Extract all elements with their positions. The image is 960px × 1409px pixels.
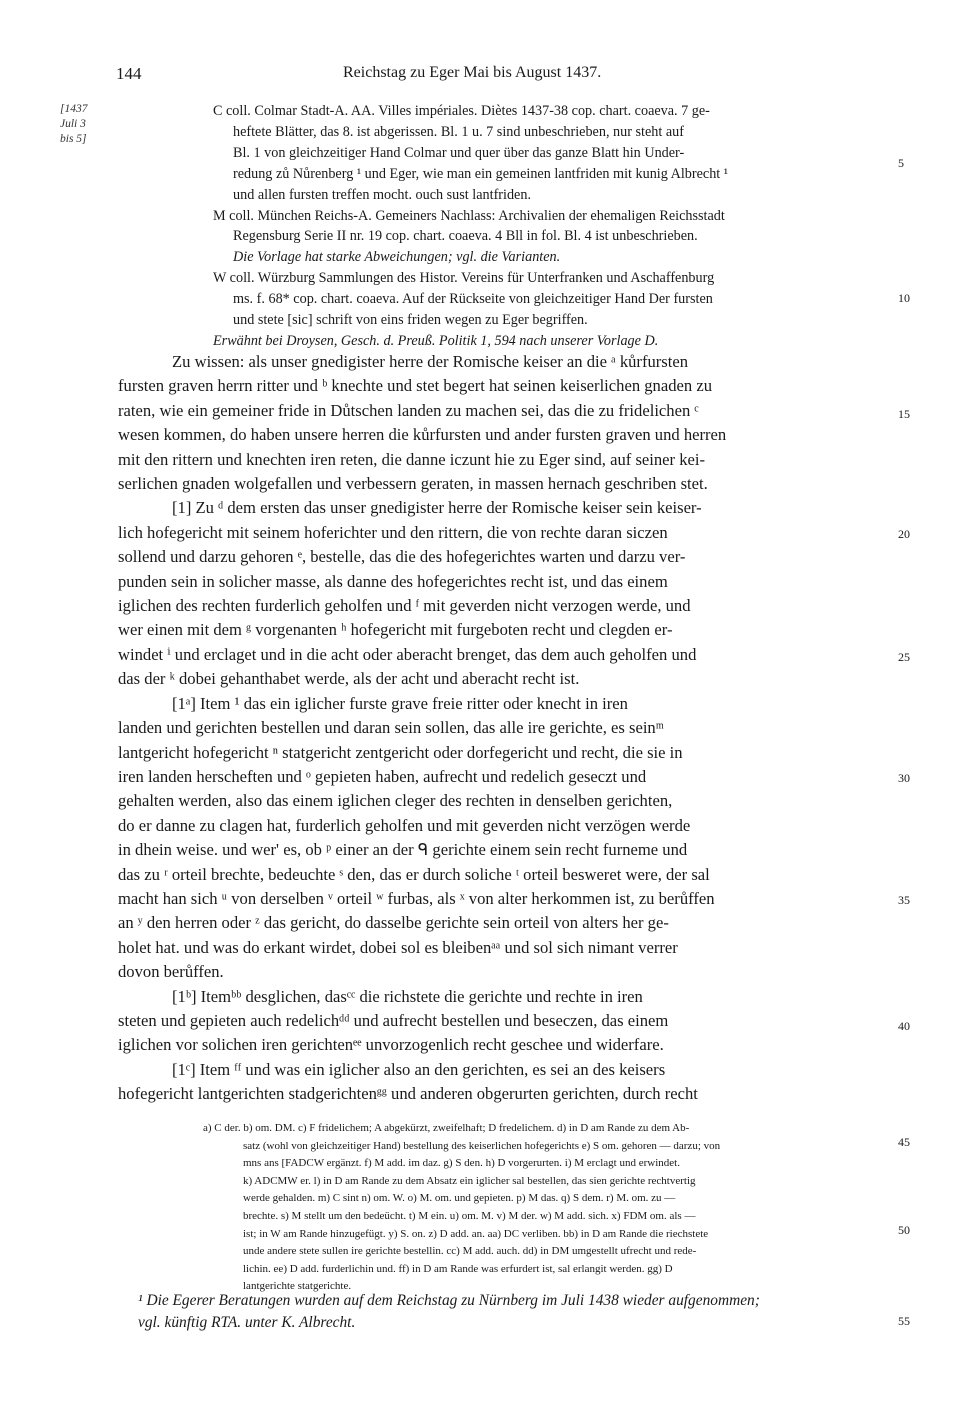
text-line: raten, wie ein gemeiner fride in Důtschen landen zu machen sei, das die zu fridelichen ᶜ	[118, 400, 699, 420]
note-line: unde andere stete sullen ire gerichte bestellin. cc) M add. auch. dd) in DM umgestellt ufrecht und rede-	[243, 1245, 697, 1258]
text-line: wesen kommen, do haben unsere herren die kůrfursten und ander fursten graven und herren	[118, 425, 727, 445]
text-line: iren landen herscheften und ᵒ gepieten haben, aufrecht und redelich geseczt und	[118, 766, 647, 786]
note-line: brechte. s) M stellt um den bedeücht. t) M ein. u) om. M. v) M der. w) M add. sich. x) FDM om. als —	[243, 1209, 696, 1222]
main-text	[118, 350, 884, 1107]
intro-line: Bl. 1 von gleichzeitiger Hand Colmar und quer über das ganze Blatt hin Under-	[233, 144, 685, 161]
running-title: Reichstag zu Eger Mai bis August 1437.	[343, 64, 602, 81]
text-line: das zu ʳ orteil brechte, bedeuchte ˢ den, das er durch soliche ᵗ orteil besweret were, der sal	[118, 864, 710, 884]
text-line: macht han sich ᵘ von derselben ᵛ orteil ʷ furbas, als ˣ von alter herkommen ist, zu berůffen	[118, 888, 715, 908]
intro-line: W coll. Würzburg Sammlungen des Histor. Vereins für Unterfranken und Aschaffenburg	[213, 270, 715, 287]
intro-line: und allen fursten treffen mocht. ouch sust lantfriden.	[233, 186, 531, 203]
margin-date-line: Juli 3	[60, 118, 86, 130]
intro-line: C coll. Colmar Stadt-A. AA. Villes impériales. Diètes 1437-38 cop. chart. coaeva. 7 ge-	[213, 103, 710, 119]
note-line: lichin. ee) D add. furderlichin und. ff) in D am Rande was erfurdert ist, sal erlangit werden. gg) D	[243, 1262, 673, 1275]
text-line: fursten graven herrn ritter und ᵇ knechte und stet begert hat seinen keiserlichen gnaden zu	[118, 376, 712, 396]
text-line: windet ⁱ und erclaget und in die acht oder aberacht brenget, das dem auch geholfen und	[118, 644, 697, 664]
text-line: landen und gerichten bestellen und daran sein sollen, das alle ire gerichte, es seinᵐ	[118, 718, 664, 738]
text-line: sollend und darzu gehoren ᵉ, bestelle, das die des hofegerichtes warten und darzu ver-	[118, 547, 686, 567]
intro-line: und stete [sic] schrift von eins friden wegen zu Eger begriffen.	[233, 312, 588, 329]
text-line: do er danne zu clagen hat, furderlich geholfen und mit geverden nicht verzögen werde	[118, 815, 691, 835]
text-line: das der ᵏ dobei gehanthabet werde, als der acht und aberacht recht ist.	[118, 669, 580, 689]
text-line: hofegericht lantgerichten stadgerichtenᵍᵍ und anderen obgerurten gerichten, durch recht	[118, 1084, 698, 1104]
line-number: 35	[898, 893, 910, 907]
text-line: steten und gepieten auch redelichᵈᵈ und aufrecht bestellen und beseczen, das einem	[118, 1010, 669, 1030]
line-number: 30	[898, 771, 910, 785]
footnote-line: vgl. künftig RTA. unter K. Albrecht.	[138, 1314, 356, 1331]
text-line: holet hat. und was do erkant wirdet, dobei sol es bleibenᵃᵃ und sol sich nimant verrer	[118, 937, 678, 957]
intro-line: Die Vorlage hat starke Abweichungen; vgl. die Varianten.	[233, 249, 561, 266]
note-line: mns ans [FADCW ergänzt. f) M add. im daz. g) S den. h) D vorgerurten. i) M erclagt und erwindet.	[243, 1157, 680, 1170]
note-line: satz (wohl von gleichzeitiger Hand) bestellung des keiserlichen hofegerichts e) S om. gehoren — darzu; von	[243, 1139, 721, 1152]
line-number: 45	[898, 1135, 910, 1149]
intro-line: ms. f. 68* cop. chart. coaeva. Auf der Rückseite von gleichzeitiger Hand Der fursten	[233, 291, 713, 308]
line-number: 50	[898, 1223, 910, 1237]
footnote	[138, 1290, 888, 1334]
source-description	[213, 101, 885, 352]
text-line: in dhein weise. und wer' es, ob ᵖ einer an der ᑫ gerichte einem sein recht furneme und	[118, 840, 688, 860]
note-line: werde gehalden. m) C sint n) om. W. o) M. om. und gepieten. p) M das. q) S dem. r) M. om. zu —	[243, 1192, 676, 1205]
text-line: [1ᶜ] Item ᶠᶠ und was ein iglicher also an den gerichten, es sei an des keisers	[172, 1059, 666, 1079]
text-line: [1] Zu ᵈ dem ersten das unser gnedigister herre der Romische keiser sein keiser-	[172, 498, 702, 518]
note-line: k) ADCMW er. l) in D am Rande zu dem Absatz ein iglicher sal bestellen, das sien gerichte rechtvertig	[243, 1174, 696, 1187]
line-number: 55	[898, 1314, 910, 1328]
line-number: 10	[898, 291, 910, 305]
line-number: 25	[898, 650, 910, 664]
text-line: [1ᵃ] Item ¹ das ein iglicher furste grave freie ritter oder knecht in iren	[172, 693, 628, 713]
line-number: 20	[898, 527, 910, 541]
variant-notes	[203, 1120, 883, 1296]
margin-date-line: [1437	[60, 103, 88, 115]
note-line: ist; in W am Rande hinzugefügt. y) S. on. z) D add. an. aa) DC verliben. bb) in D am Rande die riechstete	[243, 1227, 709, 1240]
footnote-line: ¹ Die Egerer Beratungen wurden auf dem Reichstag zu Nürnberg im Juli 1438 wieder aufgenommen;	[138, 1292, 760, 1309]
text-line: lich hofegericht mit seinem hoferichter und den rittern, die von rechte daran siczen	[118, 522, 668, 542]
text-line: lantgericht hofegericht ⁿ statgericht zentgericht oder dorfegericht und recht, die sie in	[118, 742, 683, 762]
line-number: 40	[898, 1019, 910, 1033]
text-line: wer einen mit dem ᵍ vorgenanten ʰ hofegericht mit furgeboten recht und clegden er-	[118, 620, 673, 640]
intro-line: M coll. München Reichs-A. Gemeiners Nachlass: Archivalien der ehemaligen Reichsstadt	[213, 207, 725, 224]
text-line: serlichen gnaden wolgefallen und verbessern geraten, in massen hernach geschriben stet.	[118, 474, 708, 494]
intro-line: heftete Blätter, das 8. ist abgerissen. Bl. 1 u. 7 sind unbeschrieben, nur steht auf	[233, 123, 684, 140]
intro-line: Erwähnt bei Droysen, Gesch. d. Preuß. Politik 1, 594 nach unserer Vorlage D.	[213, 332, 659, 349]
text-line: dovon berůffen.	[118, 962, 224, 982]
margin-date-line: bis 5]	[60, 133, 87, 145]
text-line: iglichen vor solichen iren gerichtenᵉᵉ unvorzogenlich recht geschee und widerfare.	[118, 1035, 664, 1055]
page-number: 144	[116, 64, 142, 83]
text-line: Zu wissen: als unser gnedigister herre der Romische keiser an die ᵃ kůrfursten	[172, 352, 689, 371]
text-line: iglichen des rechten furderlich geholfen und ᶠ mit geverden nicht verzogen werde, und	[118, 596, 691, 616]
note-line: a) C der. b) om. DM. c) F fridelichem; A abgekürzt, zweifelhaft; D fredelichem. d) in D am Rande zu dem Ab-	[203, 1122, 690, 1134]
note-line: lantgerichte statgerichte.	[243, 1280, 352, 1293]
intro-line: redung zů Nůrenberg ¹ und Eger, wie man ein gemeinen lantfriden mit kunig Albrecht ¹	[233, 165, 729, 182]
text-line: gehalten werden, also das einem iglichen cleger des rechten in denselben gerichten,	[118, 791, 673, 811]
margin-date	[60, 102, 87, 147]
text-line: an ʸ den herren oder ᶻ das gericht, do dasselbe gerichte sein orteil von alters her ge-	[118, 913, 669, 933]
text-line: mit den rittern und knechten iren reten, die danne iczunt hie zu Eger sind, auf seiner kei-	[118, 449, 706, 469]
line-number: 15	[898, 407, 910, 421]
intro-line: Regensburg Serie II nr. 19 cop. chart. coaeva. 4 Bll in fol. Bl. 4 ist unbeschrieben.	[233, 228, 698, 245]
text-line: [1ᵇ] Itemᵇᵇ desglichen, dasᶜᶜ die richstete die gerichte und rechte in iren	[172, 986, 643, 1006]
text-line: punden sein in solicher masse, als danne des hofegerichtes recht ist, und das einem	[118, 571, 668, 591]
line-number: 5	[898, 156, 904, 170]
